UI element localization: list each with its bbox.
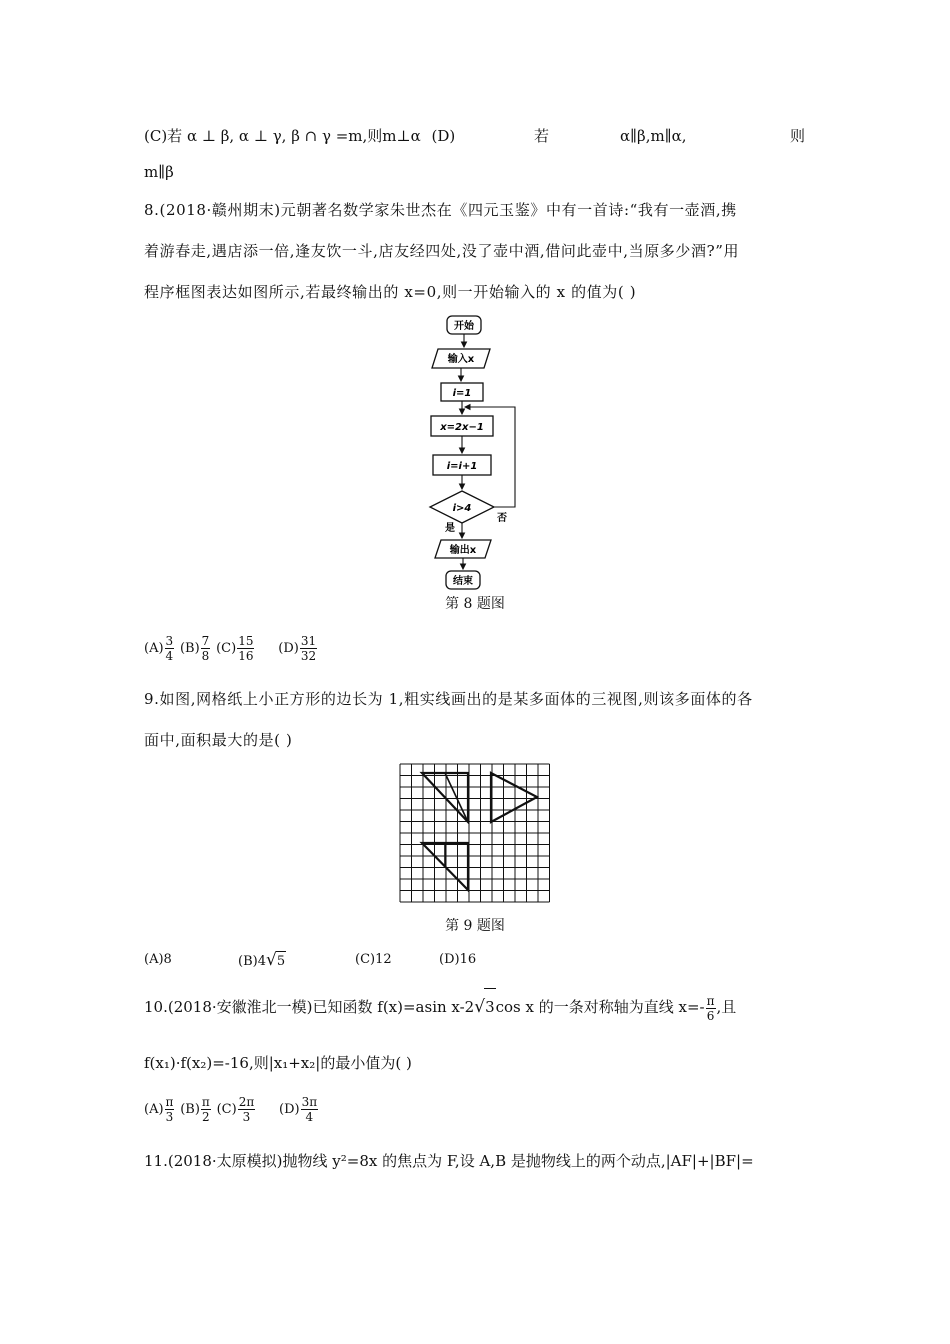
q8-flowchart xyxy=(425,313,535,591)
q10-opt-b-label: (B) xyxy=(180,1102,200,1117)
q9-caption: 第 9 题图 xyxy=(445,918,505,934)
q7-option-d-tail: m∥β xyxy=(144,163,174,181)
q9-opt-b-label: (B)4 xyxy=(238,954,266,969)
q8-opt-a-frac: $\frac{3}{4}$ xyxy=(165,633,174,663)
q9-side-view xyxy=(491,773,537,822)
q8-opt-b-label: (B) xyxy=(179,641,200,656)
q7-option-d-label: (D) xyxy=(431,127,456,145)
q8-options xyxy=(144,630,318,666)
q8-opt-a-label: (A) xyxy=(144,641,164,656)
q9-options: (A)8 (B)4√5 (C)12 (D)16 xyxy=(144,950,477,970)
q8-caption: 第 8 题图 xyxy=(445,596,505,612)
q9-opt-a: (A)8 xyxy=(144,952,172,967)
q10-opt-a-label: (A) xyxy=(144,1102,164,1117)
q9-opt-d: (D)16 xyxy=(439,952,477,967)
q8-opt-c-label: (C) xyxy=(216,641,237,656)
flow-incr-text: i=i+1 xyxy=(446,461,478,472)
q8-line-1: 8.(2018·赣州期末)元朝著名数学家朱世杰在《四元玉鉴》中有一首诗:“我有一壶酒,携 xyxy=(144,201,737,219)
q8-opt-b-frac: $\frac{7}{8}$ xyxy=(201,633,210,663)
q9-front-view xyxy=(422,773,468,822)
q7-option-c: (C)若 α ⊥ β, α ⊥ γ, β ∩ γ =m,则m⊥α xyxy=(144,127,421,145)
q7-option-c-line xyxy=(144,126,455,146)
q10-line1-a: 10.(2018·安徽淮北一模)已知函数 f(x)=asin x-2 xyxy=(144,998,475,1016)
flow-output-text: 输出x xyxy=(449,545,477,556)
flow-yes-label: 是 xyxy=(445,523,455,534)
q8-line-2: 着游春走,遇店添一倍,逢友饮一斗,店友经四处,没了壶中酒,借问此壶中,当原多少酒?”用 xyxy=(144,242,740,260)
q9-opt-c: (C)12 xyxy=(355,952,392,967)
q9-three-view-grid xyxy=(399,763,551,903)
q10-opt-c-frac: $\frac{2\pi}{3}$ xyxy=(238,1094,255,1124)
q8-opt-d-label: (D) xyxy=(278,641,299,656)
flow-input-text: 输入x xyxy=(447,354,475,365)
flow-end-text: 结束 xyxy=(453,576,473,587)
q9-line-2: 面中,面积最大的是( ) xyxy=(144,731,293,749)
q10-opt-d-label: (D) xyxy=(279,1102,300,1117)
q10-options xyxy=(144,1091,319,1127)
flow-start-text: 开始 xyxy=(454,321,474,332)
flow-cond-text: i>4 xyxy=(452,503,472,514)
q10-line1-c: ,且 xyxy=(716,998,737,1016)
q10-line1-radicand: 3 xyxy=(484,988,496,1025)
q8-line-3: 程序框图表达如图所示,若最终输出的 x=0,则一开始输入的 x 的值为( ) xyxy=(144,283,637,301)
q7-option-d-mid: α∥β,m∥α, xyxy=(620,127,687,145)
flow-assign-text: x=2x−1 xyxy=(440,422,484,433)
flow-no-label: 否 xyxy=(497,513,507,524)
q7-option-d-ruo: 若 xyxy=(534,127,550,145)
q10-opt-b-frac: $\frac{\pi}{2}$ xyxy=(201,1094,210,1124)
flow-init-text: i=1 xyxy=(452,388,472,399)
q9-line-1: 9.如图,网格纸上小正方形的边长为 1,粗实线画出的是某多面体的三视图,则该多面体的各 xyxy=(144,690,753,708)
q10-line-1: 10.(2018·安徽淮北一模)已知函数 f(x)=asin x-2√3cos x 的一条对称轴为直线 x=- $\frac{\pi}{6}$ ,且 xyxy=(144,988,736,1025)
q8-opt-d-frac: $\frac{31}{32}$ xyxy=(300,633,317,663)
q10-frac: $\frac{\pi}{6}$ xyxy=(706,993,715,1023)
q11-line-1: 11.(2018·太原模拟)抛物线 y²=8x 的焦点为 F,设 A,B 是抛物线上的两个动点,|AF|+|BF|= xyxy=(144,1152,754,1170)
q10-line1-b: cos x 的一条对称轴为直线 x=- xyxy=(495,998,705,1016)
q8-opt-c-frac: $\frac{15}{16}$ xyxy=(238,633,254,663)
q10-opt-a-frac: $\frac{\pi}{3}$ xyxy=(165,1094,174,1124)
q7-option-d-ze: 则 xyxy=(790,127,806,145)
q9-opt-b-radicand: 5 xyxy=(276,951,286,972)
q10-line-2: f(x₁)·f(x₂)=-16,则|x₁+x₂|的最小值为( ) xyxy=(144,1054,412,1072)
q10-opt-d-frac: $\frac{3\pi}{4}$ xyxy=(301,1094,318,1124)
q10-opt-c-label: (C) xyxy=(216,1102,237,1117)
